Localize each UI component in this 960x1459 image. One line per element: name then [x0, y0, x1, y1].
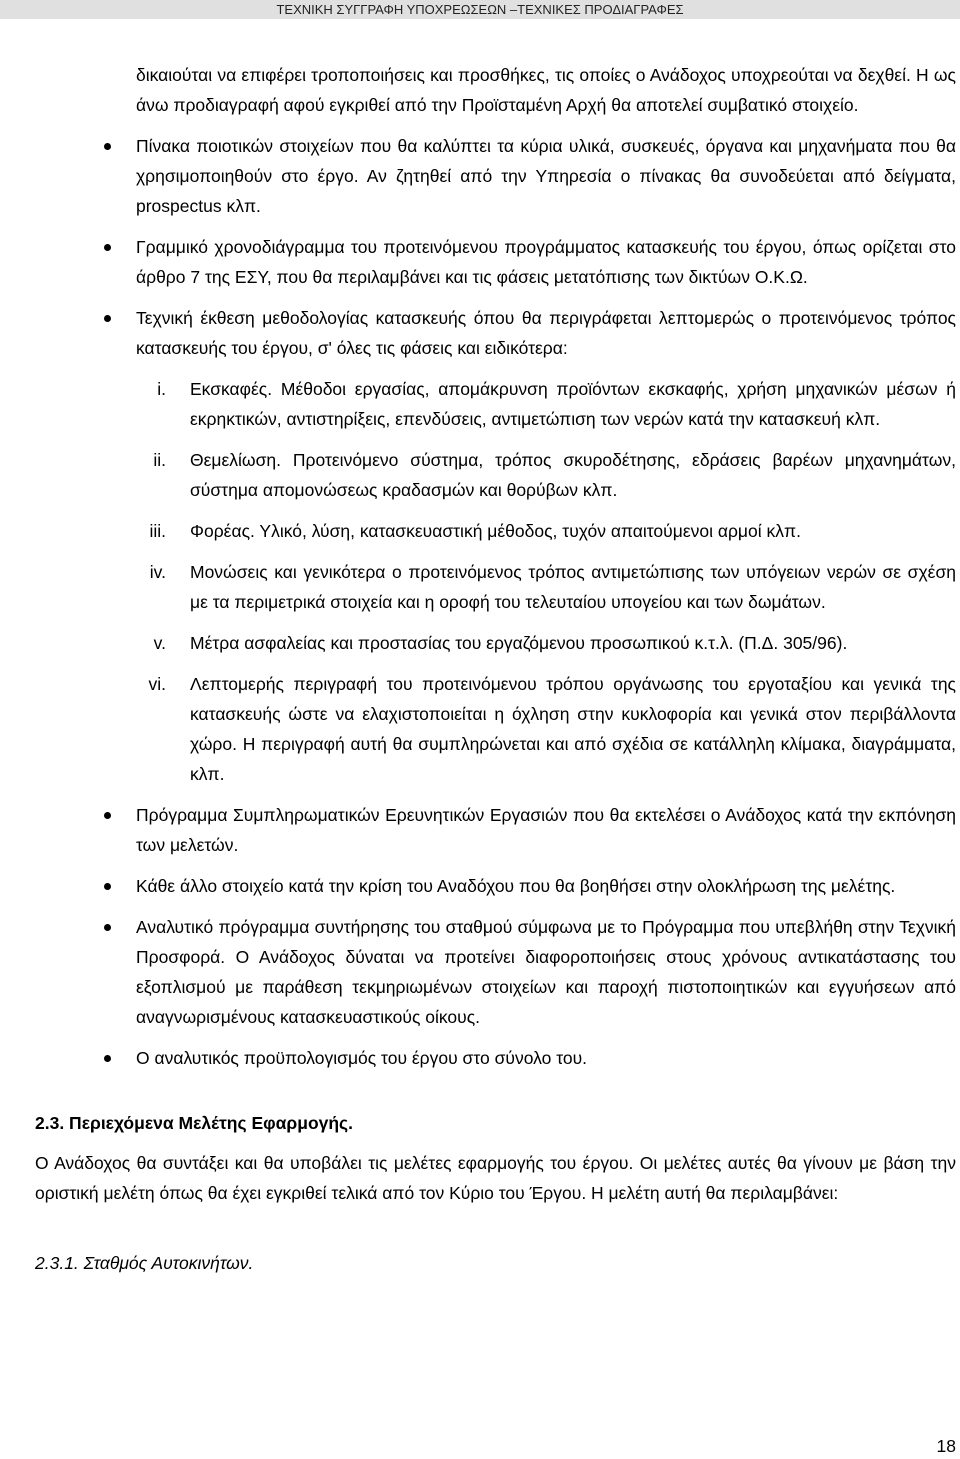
bullet-dot-icon — [104, 924, 111, 931]
roman-numeral: vi. — [148, 674, 166, 694]
bullet-text: Γραμμικό χρονοδιάγραμμα του προτεινόμενου προγράμματος κατασκευής του έργου, όπως ορίζεται στο άρθρο 7 της ΕΣΥ, που θα περιλαμβάνει και τις φάσεις μετατόπισης των δικτύων Ο.Κ.Ω. — [136, 237, 956, 287]
roman-numeral: v. — [153, 633, 166, 653]
section-heading: 2.3. Περιεχόμενα Μελέτης Εφαρμογής. — [35, 1113, 354, 1133]
bullet-dot-icon — [104, 143, 111, 150]
roman-numeral: ii. — [153, 450, 166, 470]
page-content — [0, 60, 960, 1278]
bullet-item — [136, 912, 956, 1032]
sub-list-item — [157, 374, 956, 434]
bullet-item — [136, 871, 956, 901]
continuation-paragraph: δικαιούται να επιφέρει τροποποιήσεις και προσθήκες, τις οποίες ο Ανάδοχος υποχρεούται να δεχθεί. Η ως άνω προδιαγραφή αφού εγκριθεί από την Προϊσταμένη Αρχή θα αποτελεί συμβατικό στοιχείο. — [136, 65, 956, 115]
sub-item-text: Μονώσεις και γενικότερα ο προτεινόμενος τρόπος αντιμετώπισης των υπόγειων νερών σε σχέση με τα περιμετρικά στοιχεία και η οροφή του τελευταίου υπογείου και των δωμάτων. — [190, 562, 956, 612]
bullet-text: Πρόγραμμα Συμπληρωματικών Ερευνητικών Εργασιών που θα εκτελέσει ο Ανάδοχος κατά την εκπόνηση των μελετών. — [136, 805, 956, 855]
sub-list-item — [148, 669, 956, 789]
sub-list-item — [153, 628, 956, 658]
bullet-dot-icon — [104, 883, 111, 890]
bullet-dot-icon — [104, 244, 111, 251]
page-number: 18 — [936, 1436, 956, 1456]
bullet-text: Αναλυτικό πρόγραμμα συντήρησης του σταθμού σύμφωνα με το Πρόγραμμα που υπεβλήθη στην Τεχνική Προσφορά. Ο Ανάδοχος δύναται να προτείνει διαφοροποιήσεις στους χρόνους αντικατάστασης του εξοπλισμού με παράθεση τεκμηριωμένων στοιχείων και παροχή πιστοποιητικών και εγγυήσεων από αναγνωρισμένους κατασκευαστικούς οίκους. — [136, 917, 956, 1027]
bullet-dot-icon — [104, 812, 111, 819]
bullet-item — [136, 800, 956, 860]
bullet-item — [136, 232, 956, 292]
bullet-item — [136, 1043, 956, 1073]
header-title: ΤΕΧΝΙΚΗ ΣΥΓΓΡΑΦΗ ΥΠΟΧΡΕΩΣΕΩΝ –ΤΕΧΝΙΚΕΣ ΠΡΟΔΙΑΓΡΑΦΕΣ — [276, 2, 684, 17]
sub-list-item — [149, 516, 956, 546]
bullet-item — [136, 303, 956, 363]
subsection-heading: 2.3.1. Σταθμός Αυτοκινήτων. — [35, 1253, 254, 1273]
sub-item-text: Μέτρα ασφαλείας και προστασίας του εργαζόμενου προσωπικού κ.τ.λ. (Π.Δ. 305/96). — [190, 633, 848, 653]
page-header — [0, 0, 960, 19]
sub-item-text: Θεμελίωση. Προτεινόμενο σύστημα, τρόπος σκυροδέτησης, εδράσεις βαρέων μηχανημάτων, σύστημα απομονώσεως κραδασμών και θορύβων κλπ. — [190, 450, 956, 500]
bullet-item — [136, 131, 956, 221]
sub-item-text: Φορέας. Υλικό, λύση, κατασκευαστική μέθοδος, τυχόν απαιτούμενοι αρμοί κλπ. — [190, 521, 801, 541]
bullet-text: Πίνακα ποιοτικών στοιχείων που θα καλύπτει τα κύρια υλικά, συσκευές, όργανα και μηχανήματα που θα χρησιμοποιηθούν στο έργο. Αν ζητηθεί από την Υπηρεσία ο πίνακας θα συνοδεύεται από δείγματα, prospectus κλπ. — [136, 136, 956, 216]
bullet-dot-icon — [104, 1055, 111, 1062]
roman-numeral: iv. — [149, 562, 166, 582]
sub-item-text: Εκσκαφές. Μέθοδοι εργασίας, απομάκρυνση προϊόντων εκσκαφής, χρήση μηχανικών μέσων ή εκρηκτικών, αντιστηρίξεις, επενδύσεις, αντιμετώπιση των νερών κατά την κατασκευή κλπ. — [190, 379, 956, 429]
bullet-dot-icon — [104, 315, 111, 322]
bullet-text: Ο αναλυτικός προϋπολογισμός του έργου στο σύνολο του. — [136, 1048, 588, 1068]
sub-list-item — [153, 445, 956, 505]
bullet-text: Κάθε άλλο στοιχείο κατά την κρίση του Αναδόχου που θα βοηθήσει στην ολοκλήρωση της μελέτης. — [136, 876, 896, 896]
section-paragraph: Ο Ανάδοχος θα συντάξει και θα υποβάλει τις μελέτες εφαρμογής του έργου. Οι μελέτες αυτές θα γίνουν με βάση την οριστική μελέτη όπως θα έχει εγκριθεί τελικά από τον Κύριο του Έργου. Η μελέτη αυτή θα περιλαμβάνει: — [35, 1153, 956, 1203]
bullet-text: Τεχνική έκθεση μεθοδολογίας κατασκευής όπου θα περιγράφεται λεπτομερώς ο προτεινόμενος τρόπος κατασκευής του έργου, σ' όλες τις φάσεις και ειδικότερα: — [136, 308, 956, 358]
sub-item-text: Λεπτομερής περιγραφή του προτεινόμενου τρόπου οργάνωσης του εργοταξίου και γενικά της κατασκευής ώστε να ελαχιστοποιείται η όχληση στην κυκλοφορία και γενικά στον περιβάλλοντα χώρο. Η περιγραφή αυτή θα συμπληρώνεται και από σχέδια σε κατάλληλη κλίμακα, διαγράμματα, κλπ. — [190, 674, 956, 784]
roman-numeral: i. — [157, 379, 166, 399]
roman-numeral: iii. — [149, 521, 166, 541]
sub-list-item — [149, 557, 956, 617]
